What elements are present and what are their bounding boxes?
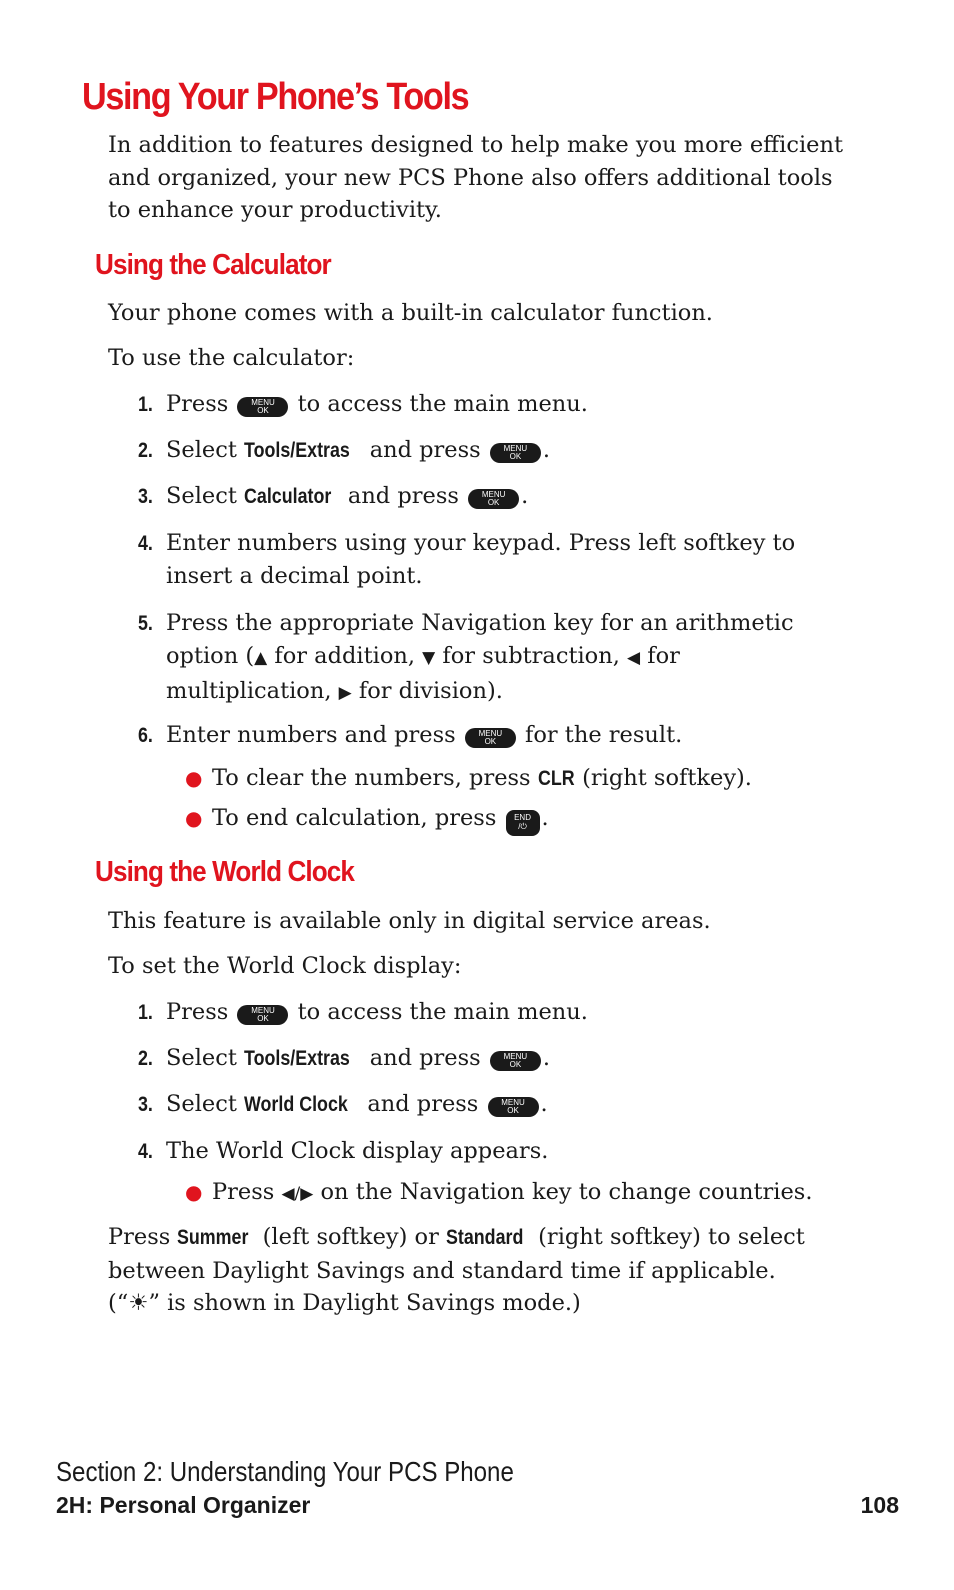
page-title: Using Your Phone’s Tools <box>82 76 469 118</box>
calc-bullet-end <box>185 802 845 836</box>
worldclock-heading: Using the World Clock <box>95 856 355 888</box>
menu-ok-key-icon: MENU OK <box>468 489 519 509</box>
calculator-heading: Using the Calculator <box>95 249 331 281</box>
step-text: . <box>521 483 529 509</box>
menu-ok-key-icon: MENU OK <box>465 728 516 748</box>
calc-bullet-clear <box>185 762 845 795</box>
nav-down-icon: ▼ <box>422 648 436 668</box>
calc-step-6 <box>138 719 848 752</box>
nav-left-right-icon: ◀/▶ <box>281 1184 314 1204</box>
step-text: for division). <box>358 678 503 704</box>
page-number: 108 <box>860 1492 899 1518</box>
wc-step-3 <box>138 1088 848 1121</box>
step-text: . <box>542 437 551 463</box>
nav-left-icon: ◀ <box>627 648 641 668</box>
end-key-icon: END /⏻ <box>506 810 540 836</box>
step-text: and press <box>369 1045 481 1071</box>
step-text: for the result. <box>525 722 683 748</box>
step-number: 4. <box>138 532 153 555</box>
step-number: 2. <box>138 1047 153 1070</box>
bullet-text: To clear the numbers, press <box>212 765 531 791</box>
worldclock-intro: To set the World Clock display: <box>108 953 462 979</box>
softkey-keyword: Standard <box>445 1226 524 1249</box>
step-number: 2. <box>138 439 153 462</box>
calc-step-5 <box>138 607 848 710</box>
sun-icon: ☀ <box>128 1290 149 1316</box>
menu-keyword: Tools/Extras <box>244 1047 350 1070</box>
menu-ok-key-icon: MENU OK <box>490 1051 541 1071</box>
step-number: 4. <box>138 1140 153 1163</box>
step-text: Select <box>166 483 237 509</box>
footer-section-title: Section 2: Understanding Your PCS Phone <box>56 1456 514 1487</box>
closing-text: (right softkey) to select between Daylight Savings and standard time if applicable. (“ <box>108 1224 805 1316</box>
calc-step-2 <box>138 434 848 467</box>
step-text: . <box>540 1091 548 1117</box>
closing-text: (left softkey) or <box>262 1224 439 1250</box>
softkey-keyword: Summer <box>177 1226 249 1249</box>
step-text: for subtraction, <box>442 643 620 669</box>
menu-keyword: Tools/Extras <box>244 439 350 462</box>
step-number: 1. <box>138 393 153 416</box>
bullet-icon: ● <box>185 766 203 790</box>
step-text: Enter numbers and press <box>166 722 456 748</box>
step-text: to access the main menu. <box>297 999 588 1025</box>
wc-bullet-countries <box>185 1176 845 1210</box>
menu-ok-key-icon: MENU OK <box>237 397 288 417</box>
step-text: Enter numbers using your keypad. Press left softkey to insert a decimal point. <box>166 530 796 589</box>
menu-keyword: Calculator <box>244 485 332 508</box>
softkey-keyword: CLR <box>537 767 575 790</box>
bullet-text: To end calculation, press <box>212 805 497 831</box>
step-text: for multiplication, <box>166 643 680 704</box>
bullet-text: on the Navigation key to change countries. <box>320 1179 813 1205</box>
step-text: Select <box>166 1045 237 1071</box>
step-number: 6. <box>138 724 153 747</box>
worldclock-closing <box>108 1221 828 1320</box>
bullet-icon: ● <box>185 1180 203 1204</box>
bullet-icon: ● <box>185 806 203 830</box>
footer-subsection: 2H: Personal Organizer <box>56 1492 311 1518</box>
step-text: The World Clock display appears. <box>166 1138 549 1164</box>
nav-up-icon: ▲ <box>254 648 268 668</box>
step-text: to access the main menu. <box>297 391 588 417</box>
step-number: 3. <box>138 485 153 508</box>
step-text: . <box>542 1045 551 1071</box>
step-text: and press <box>347 483 459 509</box>
step-number: 3. <box>138 1093 153 1116</box>
step-text: Select <box>166 1091 237 1117</box>
step-text: Select <box>166 437 237 463</box>
menu-ok-key-icon: MENU OK <box>237 1005 288 1025</box>
bullet-text: Press <box>212 1179 275 1205</box>
calculator-intro: To use the calculator: <box>108 345 355 371</box>
closing-text: Press <box>108 1224 171 1250</box>
calc-step-4 <box>138 527 848 593</box>
step-number: 5. <box>138 612 153 635</box>
step-text: Press <box>166 391 229 417</box>
bullet-text: . <box>541 805 549 831</box>
wc-step-4 <box>138 1135 848 1168</box>
step-text: Press the appropriate Navigation key for an arithmetic option ( <box>166 610 794 669</box>
wc-step-2 <box>138 1042 848 1075</box>
nav-right-icon: ▶ <box>338 683 352 703</box>
step-text: Press <box>166 999 229 1025</box>
menu-ok-key-icon: MENU OK <box>488 1097 539 1117</box>
intro-paragraph: In addition to features designed to help make you more efficient and organized, your new PCS Phone also offers additional tools to enhance your productivity. <box>108 132 843 223</box>
bullet-text: (right softkey). <box>582 765 752 791</box>
step-text: and press <box>367 1091 479 1117</box>
step-text: for addition, <box>274 643 416 669</box>
closing-text: ” is shown in Daylight Savings mode.) <box>148 1290 581 1316</box>
step-number: 1. <box>138 1001 153 1024</box>
worldclock-desc: This feature is available only in digital service areas. <box>108 908 711 934</box>
menu-keyword: World Clock <box>244 1093 348 1116</box>
calc-step-3 <box>138 480 848 513</box>
wc-step-1 <box>138 996 848 1029</box>
step-text: and press <box>369 437 481 463</box>
calculator-desc: Your phone comes with a built-in calculator function. <box>108 300 713 326</box>
menu-ok-key-icon: MENU OK <box>490 443 541 463</box>
calc-step-1 <box>138 388 848 421</box>
